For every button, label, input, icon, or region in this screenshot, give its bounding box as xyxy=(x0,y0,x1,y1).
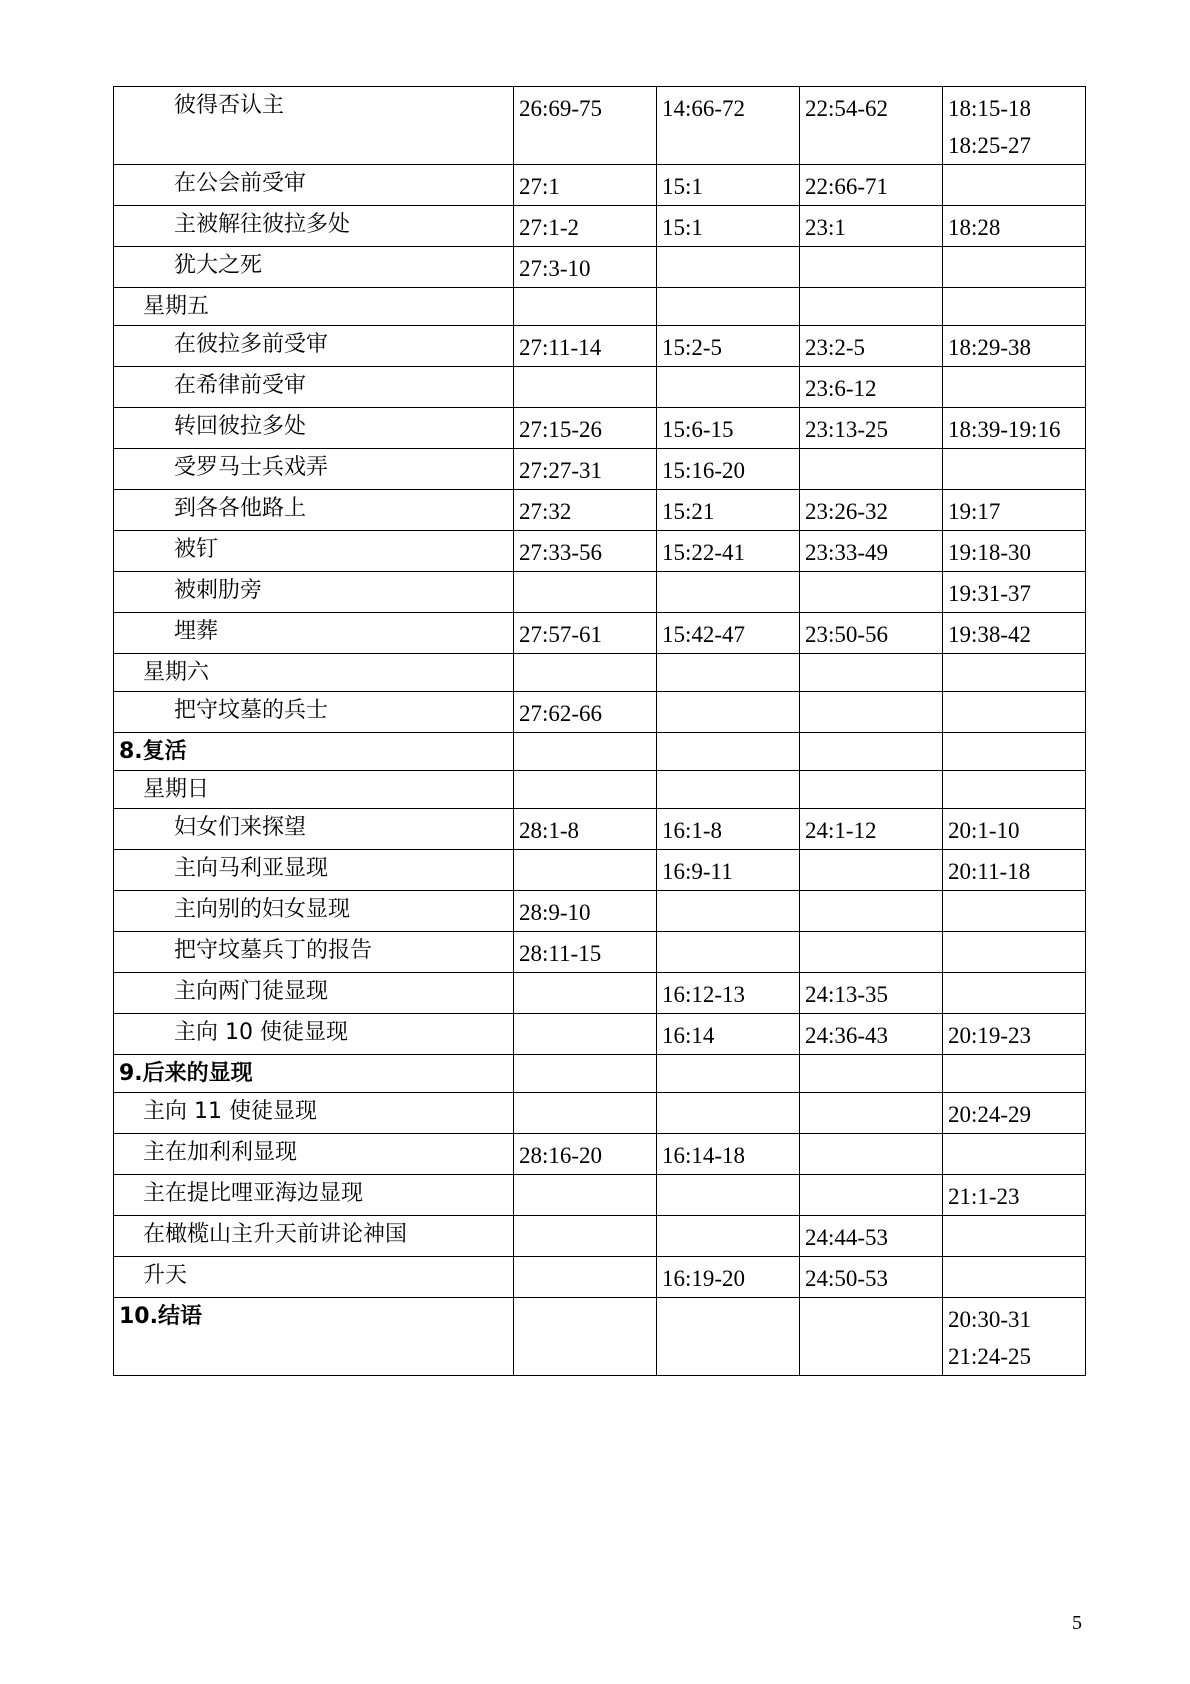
reference-text: 14:66-72 xyxy=(662,96,746,121)
reference-cell xyxy=(800,288,943,326)
reference-cell xyxy=(657,1055,800,1093)
subheading-cell xyxy=(114,1216,514,1257)
reference-cell xyxy=(800,771,943,809)
row-label: 升天 xyxy=(143,1263,188,1288)
row-label: 主向别的妇女显现 xyxy=(174,897,351,922)
event-label-cell xyxy=(114,613,514,654)
reference-cell xyxy=(514,1055,657,1093)
reference-cell xyxy=(657,973,800,1014)
reference-cell xyxy=(800,326,943,367)
reference-text: 20:11-18 xyxy=(948,859,1031,884)
table-row xyxy=(114,367,1086,408)
reference-text: 23:13-25 xyxy=(805,417,889,442)
reference-cell xyxy=(800,613,943,654)
reference-cell xyxy=(800,572,943,613)
reference-text: 16:1-8 xyxy=(662,818,723,843)
reference-cell xyxy=(657,613,800,654)
row-label: 8.复活 xyxy=(119,739,187,764)
table-row xyxy=(114,449,1086,490)
reference-cell xyxy=(943,1175,1086,1216)
reference-cell xyxy=(800,1298,943,1376)
reference-cell xyxy=(514,1257,657,1298)
table-row xyxy=(114,809,1086,850)
subheading-cell xyxy=(114,1257,514,1298)
reference-text: 15:6-15 xyxy=(662,417,734,442)
section-heading-cell xyxy=(114,1055,514,1093)
table-row xyxy=(114,531,1086,572)
reference-text: 23:6-12 xyxy=(805,376,877,401)
reference-cell xyxy=(514,1216,657,1257)
table-row xyxy=(114,1055,1086,1093)
reference-cell xyxy=(657,1175,800,1216)
reference-cell xyxy=(800,1014,943,1055)
row-label: 被钉 xyxy=(174,537,219,562)
reference-text: 24:50-53 xyxy=(805,1266,889,1291)
reference-cell xyxy=(514,1175,657,1216)
reference-cell xyxy=(657,932,800,973)
reference-cell xyxy=(800,1093,943,1134)
reference-cell xyxy=(800,449,943,490)
reference-cell xyxy=(800,733,943,771)
event-label-cell xyxy=(114,572,514,613)
row-label: 彼得否认主 xyxy=(174,93,285,118)
reference-cell xyxy=(657,809,800,850)
reference-cell xyxy=(943,206,1086,247)
reference-cell xyxy=(943,165,1086,206)
reference-text: 24:36-43 xyxy=(805,1023,889,1048)
reference-text: 24:44-53 xyxy=(805,1225,889,1250)
reference-text: 27:1-2 xyxy=(519,215,580,240)
reference-text: 24:1-12 xyxy=(805,818,877,843)
reference-cell xyxy=(657,654,800,692)
reference-cell xyxy=(514,771,657,809)
reference-cell xyxy=(943,613,1086,654)
table-row xyxy=(114,613,1086,654)
reference-text: 27:11-14 xyxy=(519,335,602,360)
row-label: 妇女们来探望 xyxy=(174,815,307,840)
event-label-cell xyxy=(114,490,514,531)
reference-cell xyxy=(514,165,657,206)
row-label: 主在提比哩亚海边显现 xyxy=(143,1181,364,1206)
reference-cell xyxy=(943,654,1086,692)
event-label-cell xyxy=(114,449,514,490)
table-row xyxy=(114,1093,1086,1134)
reference-text: 23:1 xyxy=(805,215,846,240)
reference-cell xyxy=(800,932,943,973)
reference-cell xyxy=(657,572,800,613)
reference-cell xyxy=(514,326,657,367)
event-label-cell xyxy=(114,531,514,572)
reference-cell xyxy=(943,1055,1086,1093)
reference-text: 22:54-62 xyxy=(805,96,889,121)
reference-text: 18:25-27 xyxy=(948,133,1032,158)
reference-cell xyxy=(943,288,1086,326)
reference-text: 27:27-31 xyxy=(519,458,603,483)
reference-cell xyxy=(657,367,800,408)
reference-cell xyxy=(943,771,1086,809)
reference-cell xyxy=(514,87,657,165)
table-row xyxy=(114,1257,1086,1298)
event-label-cell xyxy=(114,973,514,1014)
reference-cell xyxy=(514,891,657,932)
reference-text: 23:2-5 xyxy=(805,335,866,360)
reference-cell xyxy=(514,531,657,572)
reference-cell xyxy=(943,1257,1086,1298)
subheading-cell xyxy=(114,288,514,326)
reference-cell xyxy=(657,1014,800,1055)
reference-cell xyxy=(657,326,800,367)
reference-text: 21:24-25 xyxy=(948,1344,1032,1369)
reference-cell xyxy=(943,572,1086,613)
reference-text: 18:29-38 xyxy=(948,335,1032,360)
reference-cell xyxy=(657,490,800,531)
reference-text: 26:69-75 xyxy=(519,96,603,121)
reference-text: 23:50-56 xyxy=(805,622,889,647)
reference-cell xyxy=(514,1093,657,1134)
event-label-cell xyxy=(114,165,514,206)
event-label-cell xyxy=(114,809,514,850)
reference-cell xyxy=(800,1216,943,1257)
row-label: 把守坟墓兵丁的报告 xyxy=(174,938,373,963)
event-label-cell xyxy=(114,891,514,932)
reference-text: 15:2-5 xyxy=(662,335,723,360)
reference-cell xyxy=(943,850,1086,891)
reference-cell xyxy=(657,288,800,326)
reference-text: 20:24-29 xyxy=(948,1102,1032,1127)
event-label-cell xyxy=(114,1014,514,1055)
row-label: 9.后来的显现 xyxy=(119,1061,253,1086)
table-row xyxy=(114,1134,1086,1175)
reference-cell xyxy=(514,850,657,891)
reference-cell xyxy=(943,408,1086,449)
reference-cell xyxy=(943,1014,1086,1055)
table-row xyxy=(114,932,1086,973)
reference-cell xyxy=(514,449,657,490)
row-label: 到各各他路上 xyxy=(174,496,307,521)
reference-cell xyxy=(943,326,1086,367)
table-row xyxy=(114,771,1086,809)
reference-text: 27:15-26 xyxy=(519,417,603,442)
reference-cell xyxy=(657,449,800,490)
reference-text: 28:9-10 xyxy=(519,900,591,925)
row-label: 把守坟墓的兵士 xyxy=(174,698,329,723)
reference-cell xyxy=(800,891,943,932)
reference-text: 24:13-35 xyxy=(805,982,889,1007)
reference-text: 20:1-10 xyxy=(948,818,1020,843)
reference-cell xyxy=(657,87,800,165)
reference-cell xyxy=(514,733,657,771)
reference-cell xyxy=(943,733,1086,771)
reference-cell xyxy=(800,490,943,531)
subheading-cell xyxy=(114,1093,514,1134)
reference-text: 19:17 xyxy=(948,499,1001,524)
reference-cell xyxy=(514,490,657,531)
row-label: 在公会前受审 xyxy=(174,171,307,196)
reference-text: 16:14-18 xyxy=(662,1143,746,1168)
row-label: 受罗马士兵戏弄 xyxy=(174,455,329,480)
reference-cell xyxy=(943,932,1086,973)
reference-text: 27:3-10 xyxy=(519,256,591,281)
reference-cell xyxy=(943,973,1086,1014)
page-number: 5 xyxy=(1072,1612,1082,1634)
reference-cell xyxy=(657,1134,800,1175)
reference-cell xyxy=(657,408,800,449)
reference-text: 27:32 xyxy=(519,499,572,524)
event-label-cell xyxy=(114,206,514,247)
reference-text: 16:19-20 xyxy=(662,1266,746,1291)
table-row xyxy=(114,1216,1086,1257)
reference-text: 27:33-56 xyxy=(519,540,603,565)
reference-text: 23:26-32 xyxy=(805,499,889,524)
table-row xyxy=(114,288,1086,326)
reference-text: 20:19-23 xyxy=(948,1023,1032,1048)
reference-cell xyxy=(514,809,657,850)
table-row xyxy=(114,973,1086,1014)
reference-cell xyxy=(943,1134,1086,1175)
reference-cell xyxy=(800,1175,943,1216)
reference-cell xyxy=(657,206,800,247)
table-row xyxy=(114,1014,1086,1055)
reference-cell xyxy=(657,733,800,771)
reference-text: 15:42-47 xyxy=(662,622,746,647)
table-row xyxy=(114,572,1086,613)
reference-cell xyxy=(514,654,657,692)
reference-cell xyxy=(800,165,943,206)
reference-cell xyxy=(800,973,943,1014)
reference-text: 21:1-23 xyxy=(948,1184,1020,1209)
reference-cell xyxy=(943,449,1086,490)
reference-cell xyxy=(800,1257,943,1298)
reference-text: 19:18-30 xyxy=(948,540,1032,565)
table-row xyxy=(114,850,1086,891)
row-label: 主向 11 使徒显现 xyxy=(143,1099,317,1124)
reference-cell xyxy=(943,1216,1086,1257)
reference-cell xyxy=(800,654,943,692)
section-heading-cell xyxy=(114,733,514,771)
reference-text: 15:22-41 xyxy=(662,540,746,565)
subheading-cell xyxy=(114,1134,514,1175)
reference-cell xyxy=(800,1134,943,1175)
row-label: 被刺肋旁 xyxy=(174,578,263,603)
reference-cell xyxy=(943,531,1086,572)
row-label: 星期日 xyxy=(143,777,210,802)
reference-cell xyxy=(657,850,800,891)
event-label-cell xyxy=(114,932,514,973)
reference-cell xyxy=(800,1055,943,1093)
reference-cell xyxy=(514,1014,657,1055)
event-label-cell xyxy=(114,247,514,288)
reference-text: 19:38-42 xyxy=(948,622,1032,647)
table-row xyxy=(114,654,1086,692)
reference-cell xyxy=(657,891,800,932)
reference-cell xyxy=(514,932,657,973)
reference-cell xyxy=(800,850,943,891)
subheading-cell xyxy=(114,771,514,809)
reference-cell xyxy=(800,408,943,449)
row-label: 主向 10 使徒显现 xyxy=(174,1020,348,1045)
table-row xyxy=(114,206,1086,247)
reference-cell xyxy=(943,1298,1086,1376)
reference-text: 28:16-20 xyxy=(519,1143,603,1168)
section-heading-cell xyxy=(114,1298,514,1376)
reference-cell xyxy=(943,247,1086,288)
reference-text: 27:62-66 xyxy=(519,701,603,726)
table-body xyxy=(114,87,1086,1376)
reference-cell xyxy=(514,247,657,288)
reference-cell xyxy=(514,973,657,1014)
row-label: 在希律前受审 xyxy=(174,373,307,398)
reference-cell xyxy=(514,288,657,326)
reference-text: 28:1-8 xyxy=(519,818,580,843)
table-row xyxy=(114,692,1086,733)
row-label: 主在加利利显现 xyxy=(143,1140,298,1165)
reference-cell xyxy=(657,247,800,288)
reference-cell xyxy=(943,891,1086,932)
row-label: 星期五 xyxy=(143,294,210,319)
reference-cell xyxy=(800,87,943,165)
reference-text: 15:1 xyxy=(662,215,703,240)
reference-cell xyxy=(657,531,800,572)
table-row xyxy=(114,408,1086,449)
row-label: 主被解往彼拉多处 xyxy=(174,212,351,237)
reference-cell xyxy=(657,1216,800,1257)
row-label: 犹大之死 xyxy=(174,253,263,278)
reference-cell xyxy=(800,809,943,850)
event-label-cell xyxy=(114,692,514,733)
table-row xyxy=(114,490,1086,531)
reference-cell xyxy=(514,572,657,613)
row-label: 主向马利亚显现 xyxy=(174,856,329,881)
table-row xyxy=(114,165,1086,206)
row-label: 10.结语 xyxy=(119,1304,202,1329)
event-label-cell xyxy=(114,408,514,449)
reference-cell xyxy=(514,613,657,654)
reference-text: 19:31-37 xyxy=(948,581,1032,606)
table-row xyxy=(114,891,1086,932)
reference-text: 18:15-18 xyxy=(948,96,1032,121)
reference-text: 15:21 xyxy=(662,499,715,524)
reference-text: 16:14 xyxy=(662,1023,715,1048)
row-label: 主向两门徒显现 xyxy=(174,979,329,1004)
reference-text: 27:57-61 xyxy=(519,622,603,647)
subheading-cell xyxy=(114,654,514,692)
row-label: 在彼拉多前受审 xyxy=(174,332,329,357)
table-row xyxy=(114,247,1086,288)
table-row xyxy=(114,1175,1086,1216)
table-row xyxy=(114,326,1086,367)
row-label: 在橄榄山主升天前讲论神国 xyxy=(143,1222,408,1247)
reference-text: 27:1 xyxy=(519,174,560,199)
gospel-harmony-table xyxy=(113,86,1086,1376)
reference-cell xyxy=(514,206,657,247)
reference-cell xyxy=(657,1257,800,1298)
reference-cell xyxy=(800,206,943,247)
reference-text: 15:16-20 xyxy=(662,458,746,483)
row-label: 星期六 xyxy=(143,660,210,685)
reference-text: 16:9-11 xyxy=(662,859,733,884)
event-label-cell xyxy=(114,367,514,408)
reference-cell xyxy=(514,1298,657,1376)
table-row xyxy=(114,733,1086,771)
event-label-cell xyxy=(114,87,514,165)
reference-cell xyxy=(943,490,1086,531)
reference-cell xyxy=(943,1093,1086,1134)
reference-cell xyxy=(514,1134,657,1175)
reference-cell xyxy=(800,247,943,288)
reference-cell xyxy=(657,1093,800,1134)
row-label: 转回彼拉多处 xyxy=(174,414,307,439)
reference-cell xyxy=(800,531,943,572)
reference-cell xyxy=(514,367,657,408)
event-label-cell xyxy=(114,326,514,367)
reference-text: 18:28 xyxy=(948,215,1001,240)
reference-cell xyxy=(514,692,657,733)
reference-cell xyxy=(800,692,943,733)
reference-text: 28:11-15 xyxy=(519,941,602,966)
event-label-cell xyxy=(114,850,514,891)
reference-cell xyxy=(657,165,800,206)
reference-text: 16:12-13 xyxy=(662,982,746,1007)
reference-cell xyxy=(943,87,1086,165)
table-row xyxy=(114,87,1086,165)
reference-text: 15:1 xyxy=(662,174,703,199)
row-label: 埋葬 xyxy=(174,619,219,644)
reference-cell xyxy=(657,692,800,733)
subheading-cell xyxy=(114,1175,514,1216)
reference-text: 20:30-31 xyxy=(948,1307,1032,1332)
reference-cell xyxy=(943,692,1086,733)
reference-text: 22:66-71 xyxy=(805,174,889,199)
table-row xyxy=(114,1298,1086,1376)
reference-text: 23:33-49 xyxy=(805,540,889,565)
reference-text: 18:39-19:16 xyxy=(948,417,1061,442)
reference-cell xyxy=(943,809,1086,850)
reference-cell xyxy=(657,1298,800,1376)
reference-cell xyxy=(800,367,943,408)
reference-cell xyxy=(943,367,1086,408)
reference-cell xyxy=(657,771,800,809)
reference-cell xyxy=(514,408,657,449)
